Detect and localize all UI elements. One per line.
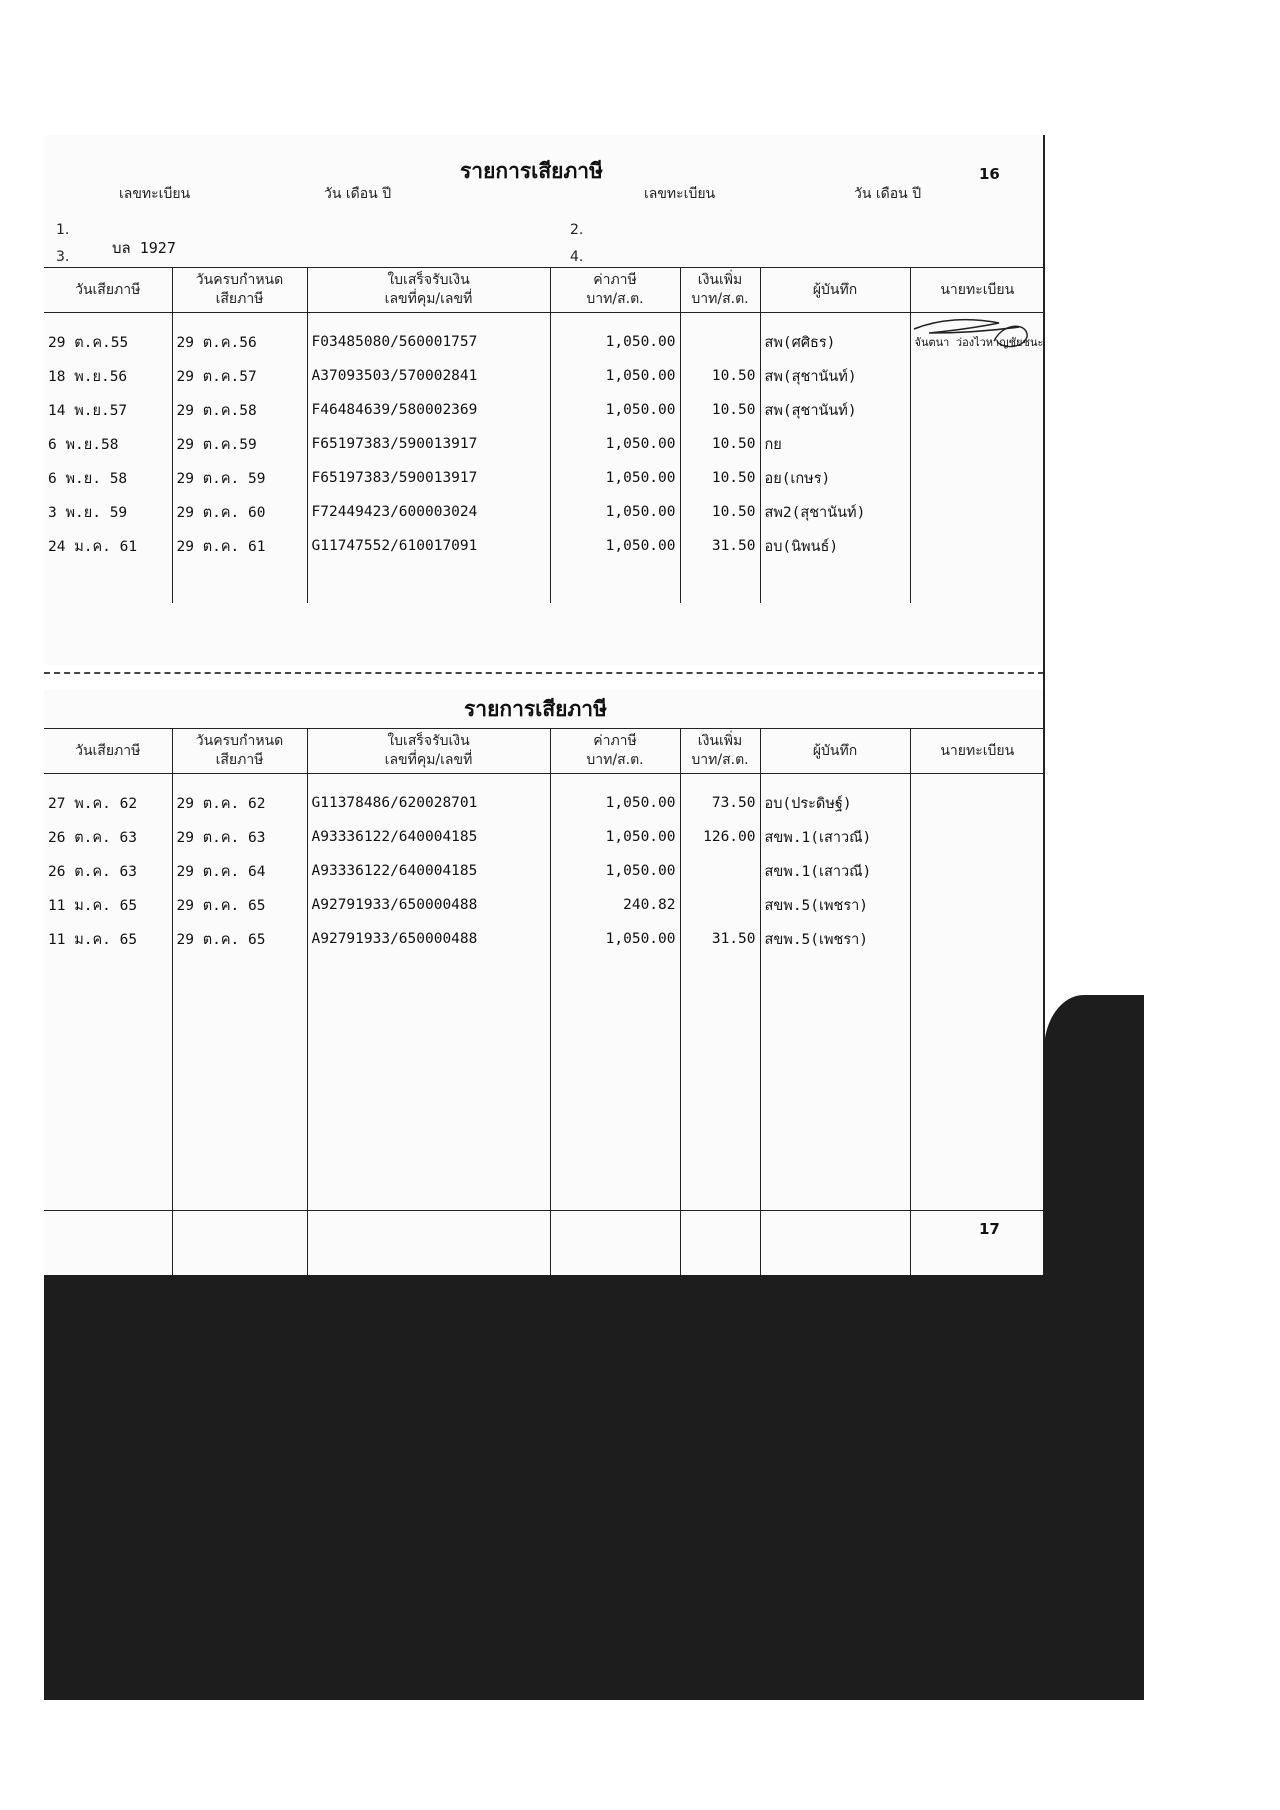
receipt-number: F65197383/590013917: [307, 427, 550, 461]
receipt-number: A37093503/570002841: [307, 359, 550, 393]
recorder-name: อย(เกษร): [760, 461, 910, 495]
col-due-date: วันครบกำหนด เสียภาษี: [172, 268, 307, 313]
table-row: [44, 495, 1044, 529]
due-date: 29 ต.ค. 62: [172, 786, 307, 820]
recorder-name: สขพ.5(เพชรา): [760, 888, 910, 922]
paid-date: 18 พ.ย.56: [48, 368, 128, 385]
table-row: [44, 888, 1044, 922]
tax-amount: 1,050.00: [550, 786, 680, 820]
due-date: 29 ต.ค. 59: [172, 461, 307, 495]
surcharge-amount: 31.50: [680, 922, 760, 956]
table-row: [44, 359, 1044, 393]
tax-amount: 1,050.00: [550, 854, 680, 888]
paid-date: 11 ม.ค. 65: [48, 897, 138, 914]
recorder-name: สพ(สุชานันท์): [760, 393, 910, 427]
col-tax: ค่าภาษี บาท/ส.ต.: [550, 729, 680, 774]
surcharge-amount: 126.00: [680, 820, 760, 854]
due-date: 29 ต.ค.56: [172, 325, 307, 359]
table-row: [44, 820, 1044, 854]
registration-number: บล 1927: [112, 239, 176, 257]
registrar-name: [910, 427, 1044, 461]
slot-1: 1.: [56, 222, 70, 238]
page-title: รายการเสียภาษี: [464, 696, 607, 721]
tax-ledger-table: [44, 268, 1044, 603]
registrar-name: [910, 393, 1044, 427]
col-surcharge: เงินเพิ่ม บาท/ส.ต.: [680, 268, 760, 313]
due-date: 29 ต.ค. 65: [172, 922, 307, 956]
col-receipt: ใบเสร็จรับเงิน เลขที่คุม/เลขที่: [307, 729, 550, 774]
registrar-name: [910, 922, 1044, 956]
registrar-name: [910, 820, 1044, 854]
page-separator: [44, 672, 1044, 692]
surcharge-amount: 73.50: [680, 786, 760, 820]
table-row: [44, 854, 1044, 888]
due-date: 29 ต.ค. 63: [172, 820, 307, 854]
col-registrar: นายทะเบียน: [910, 268, 1044, 313]
page-number: 16: [979, 165, 1000, 183]
empty-rows: [44, 956, 1044, 1296]
surcharge-amount: 10.50: [680, 461, 760, 495]
page-title: รายการเสียภาษี: [460, 158, 603, 183]
tax-amount: 1,050.00: [550, 820, 680, 854]
due-date: 29 ต.ค. 61: [172, 529, 307, 563]
recorder-name: สขพ.1(เสาวณี): [760, 820, 910, 854]
recorder-name: สพ(ศศิธร): [760, 325, 910, 359]
due-date: 29 ต.ค. 60: [172, 495, 307, 529]
surcharge-amount: 10.50: [680, 393, 760, 427]
tax-amount: 1,050.00: [550, 461, 680, 495]
surcharge-amount: 10.50: [680, 427, 760, 461]
col-surcharge: เงินเพิ่ม บาท/ส.ต.: [680, 729, 760, 774]
tax-amount: 1,050.00: [550, 325, 680, 359]
paid-date: 26 ต.ค. 63: [48, 829, 137, 846]
registrar-name: จันตนา ว่องไวหาญชัยชนะ: [910, 325, 1044, 359]
col-registrar: นายทะเบียน: [910, 729, 1044, 774]
due-date: 29 ต.ค.57: [172, 359, 307, 393]
slot-4: 4.: [570, 249, 584, 265]
due-date: 29 ต.ค.59: [172, 427, 307, 461]
receipt-number: G11378486/620028701: [307, 786, 550, 820]
receipt-number: G11747552/610017091: [307, 529, 550, 563]
table-row: [44, 393, 1044, 427]
surcharge-amount: 10.50: [680, 495, 760, 529]
surcharge-amount: [680, 325, 760, 359]
due-date: 29 ต.ค. 65: [172, 888, 307, 922]
paid-date: 26 ต.ค. 63: [48, 863, 137, 880]
recorder-name: กย: [760, 427, 910, 461]
reg-header-right: เลขทะเบียน: [644, 186, 716, 202]
col-tax: ค่าภาษี บาท/ส.ต.: [550, 268, 680, 313]
receipt-number: A93336122/640004185: [307, 820, 550, 854]
col-paid-date: วันเสียภาษี: [44, 268, 172, 313]
registrar-name: [910, 359, 1044, 393]
col-paid-date: วันเสียภาษี: [44, 729, 172, 774]
registrar-name: [910, 786, 1044, 820]
recorder-name: อบ(นิพนธ์): [760, 529, 910, 563]
scan-shadow: [44, 1275, 1144, 1700]
recorder-name: อบ(ประดิษฐ์): [760, 786, 910, 820]
registrar-name: [910, 461, 1044, 495]
tax-amount: 1,050.00: [550, 495, 680, 529]
paid-date: 24 ม.ค. 61: [48, 538, 138, 555]
receipt-number: A92791933/650000488: [307, 888, 550, 922]
date-header-left: วัน เดือน ปี: [324, 186, 392, 202]
col-due-date: วันครบกำหนด เสียภาษี: [172, 729, 307, 774]
registrar-signature: [909, 311, 1039, 353]
recorder-name: สพ(สุชานันท์): [760, 359, 910, 393]
recorder-name: สพ2(สุชานันท์): [760, 495, 910, 529]
recorder-name: สขพ.5(เพชรา): [760, 922, 910, 956]
receipt-number: F65197383/590013917: [307, 461, 550, 495]
spacer-row: [44, 774, 1044, 787]
paid-date: 6 พ.ย. 58: [48, 470, 128, 487]
table-row: [44, 427, 1044, 461]
paid-date: 14 พ.ย.57: [48, 402, 128, 419]
scan-shadow: [1044, 995, 1144, 1275]
paid-date: 11 ม.ค. 65: [48, 931, 138, 948]
paid-date: 6 พ.ย.58: [48, 436, 119, 453]
date-header-right: วัน เดือน ปี: [854, 186, 922, 202]
reg-header-left: เลขทะเบียน: [119, 186, 191, 202]
registrar-name: [910, 854, 1044, 888]
page-number: 17: [979, 1220, 1000, 1238]
table-row: [44, 461, 1044, 495]
receipt-number: F72449423/600003024: [307, 495, 550, 529]
ledger-page-16: [44, 135, 1044, 665]
recorder-name: สขพ.1(เสาวณี): [760, 854, 910, 888]
surcharge-amount: 10.50: [680, 359, 760, 393]
table-row: [44, 922, 1044, 956]
table-row: [44, 786, 1044, 820]
tax-amount: 240.82: [550, 888, 680, 922]
surcharge-amount: [680, 888, 760, 922]
tax-amount: 1,050.00: [550, 359, 680, 393]
table-row: [44, 325, 1044, 359]
registrar-name: [910, 888, 1044, 922]
slot-3: 3.: [56, 249, 70, 265]
paid-date: 27 พ.ค. 62: [48, 795, 138, 812]
paid-date: 29 ต.ค.55: [48, 334, 129, 351]
col-receipt: ใบเสร็จรับเงิน เลขที่คุม/เลขที่: [307, 268, 550, 313]
tax-amount: 1,050.00: [550, 427, 680, 461]
due-date: 29 ต.ค.58: [172, 393, 307, 427]
tax-amount: 1,050.00: [550, 922, 680, 956]
col-recorder: ผู้บันทึก: [760, 268, 910, 313]
tax-amount: 1,050.00: [550, 529, 680, 563]
spacer-row: [44, 313, 1044, 326]
col-recorder: ผู้บันทึก: [760, 729, 910, 774]
surcharge-amount: 31.50: [680, 529, 760, 563]
registrar-name: [910, 529, 1044, 563]
paid-date: 3 พ.ย. 59: [48, 504, 128, 521]
tax-amount: 1,050.00: [550, 393, 680, 427]
table-header-row: [44, 268, 1044, 313]
receipt-number: F03485080/560001757: [307, 325, 550, 359]
receipt-number: A93336122/640004185: [307, 854, 550, 888]
due-date: 29 ต.ค. 64: [172, 854, 307, 888]
receipt-number: F46484639/580002369: [307, 393, 550, 427]
receipt-number: A92791933/650000488: [307, 922, 550, 956]
ledger-page-17: [44, 690, 1044, 1275]
registrar-name: [910, 495, 1044, 529]
empty-rows: [44, 563, 1044, 603]
slot-2: 2.: [570, 222, 584, 238]
table-header-row: [44, 729, 1044, 774]
table-row: [44, 529, 1044, 563]
surcharge-amount: [680, 854, 760, 888]
footer-rule: [44, 1210, 1044, 1211]
